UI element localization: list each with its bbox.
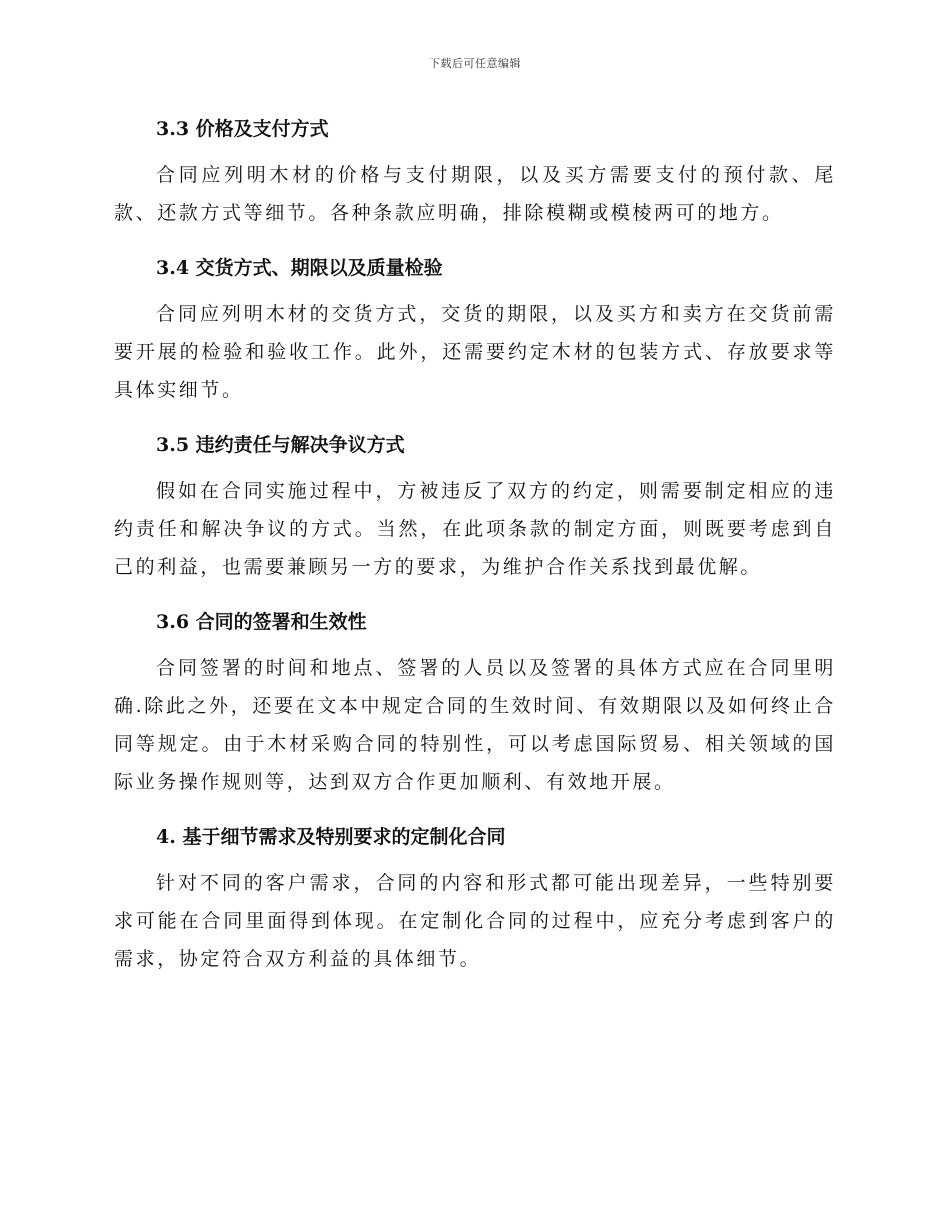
section-heading: 3.6 合同的签署和生效性 <box>156 611 367 633</box>
section-heading: 4. 基于细节需求及特别要求的定制化合同 <box>156 826 506 848</box>
section-heading: 3.4 交货方式、期限以及质量检验 <box>156 257 443 279</box>
section-3-6 <box>114 607 836 801</box>
section-paragraph: 针对不同的客户需求，合同的内容和形式都可能出现差异，一些特别要求可能在合同里面得到体现。在定制化合同的过程中，应充分考虑到客户的需求，协定符合双方利益的具体细节。 <box>114 872 836 970</box>
section-3-5 <box>114 430 836 586</box>
section-paragraph: 假如在合同实施过程中，方被违反了双方的约定，则需要制定相应的违约责任和解决争议的方式。当然，在此项条款的制定方面，则既要考虑到自己的利益，也需要兼顾另一方的要求，为维护合作关系找到最优解。 <box>114 480 836 578</box>
document-body <box>114 112 836 978</box>
section-paragraph: 合同签署的时间和地点、签署的人员以及签署的具体方式应在合同里明确.除此之外，还要在文本中规定合同的生效时间、有效期限以及如何终止合同等规定。由于木材采购合同的特别性，可以考虑国际贸易、相关领域的国际业务操作规则等，达到双方合作更加顺利、有效地开展。 <box>114 657 836 793</box>
section-3-3 <box>114 114 836 232</box>
section-heading: 3.5 违约责任与解决争议方式 <box>156 434 405 456</box>
section-4 <box>114 822 836 978</box>
section-paragraph: 合同应列明木材的交货方式，交货的期限，以及买方和卖方在交货前需要开展的检验和验收工作。此外，还需要约定木材的包装方式、存放要求等具体实细节。 <box>114 303 836 401</box>
section-3-4 <box>114 253 836 409</box>
header-note: 下载后可任意编辑 <box>429 57 521 70</box>
section-paragraph: 合同应列明木材的价格与支付期限，以及买方需要支付的预付款、尾款、还款方式等细节。各种条款应明确，排除模糊或模棱两可的地方。 <box>114 164 836 224</box>
section-heading: 3.3 价格及支付方式 <box>156 118 329 140</box>
